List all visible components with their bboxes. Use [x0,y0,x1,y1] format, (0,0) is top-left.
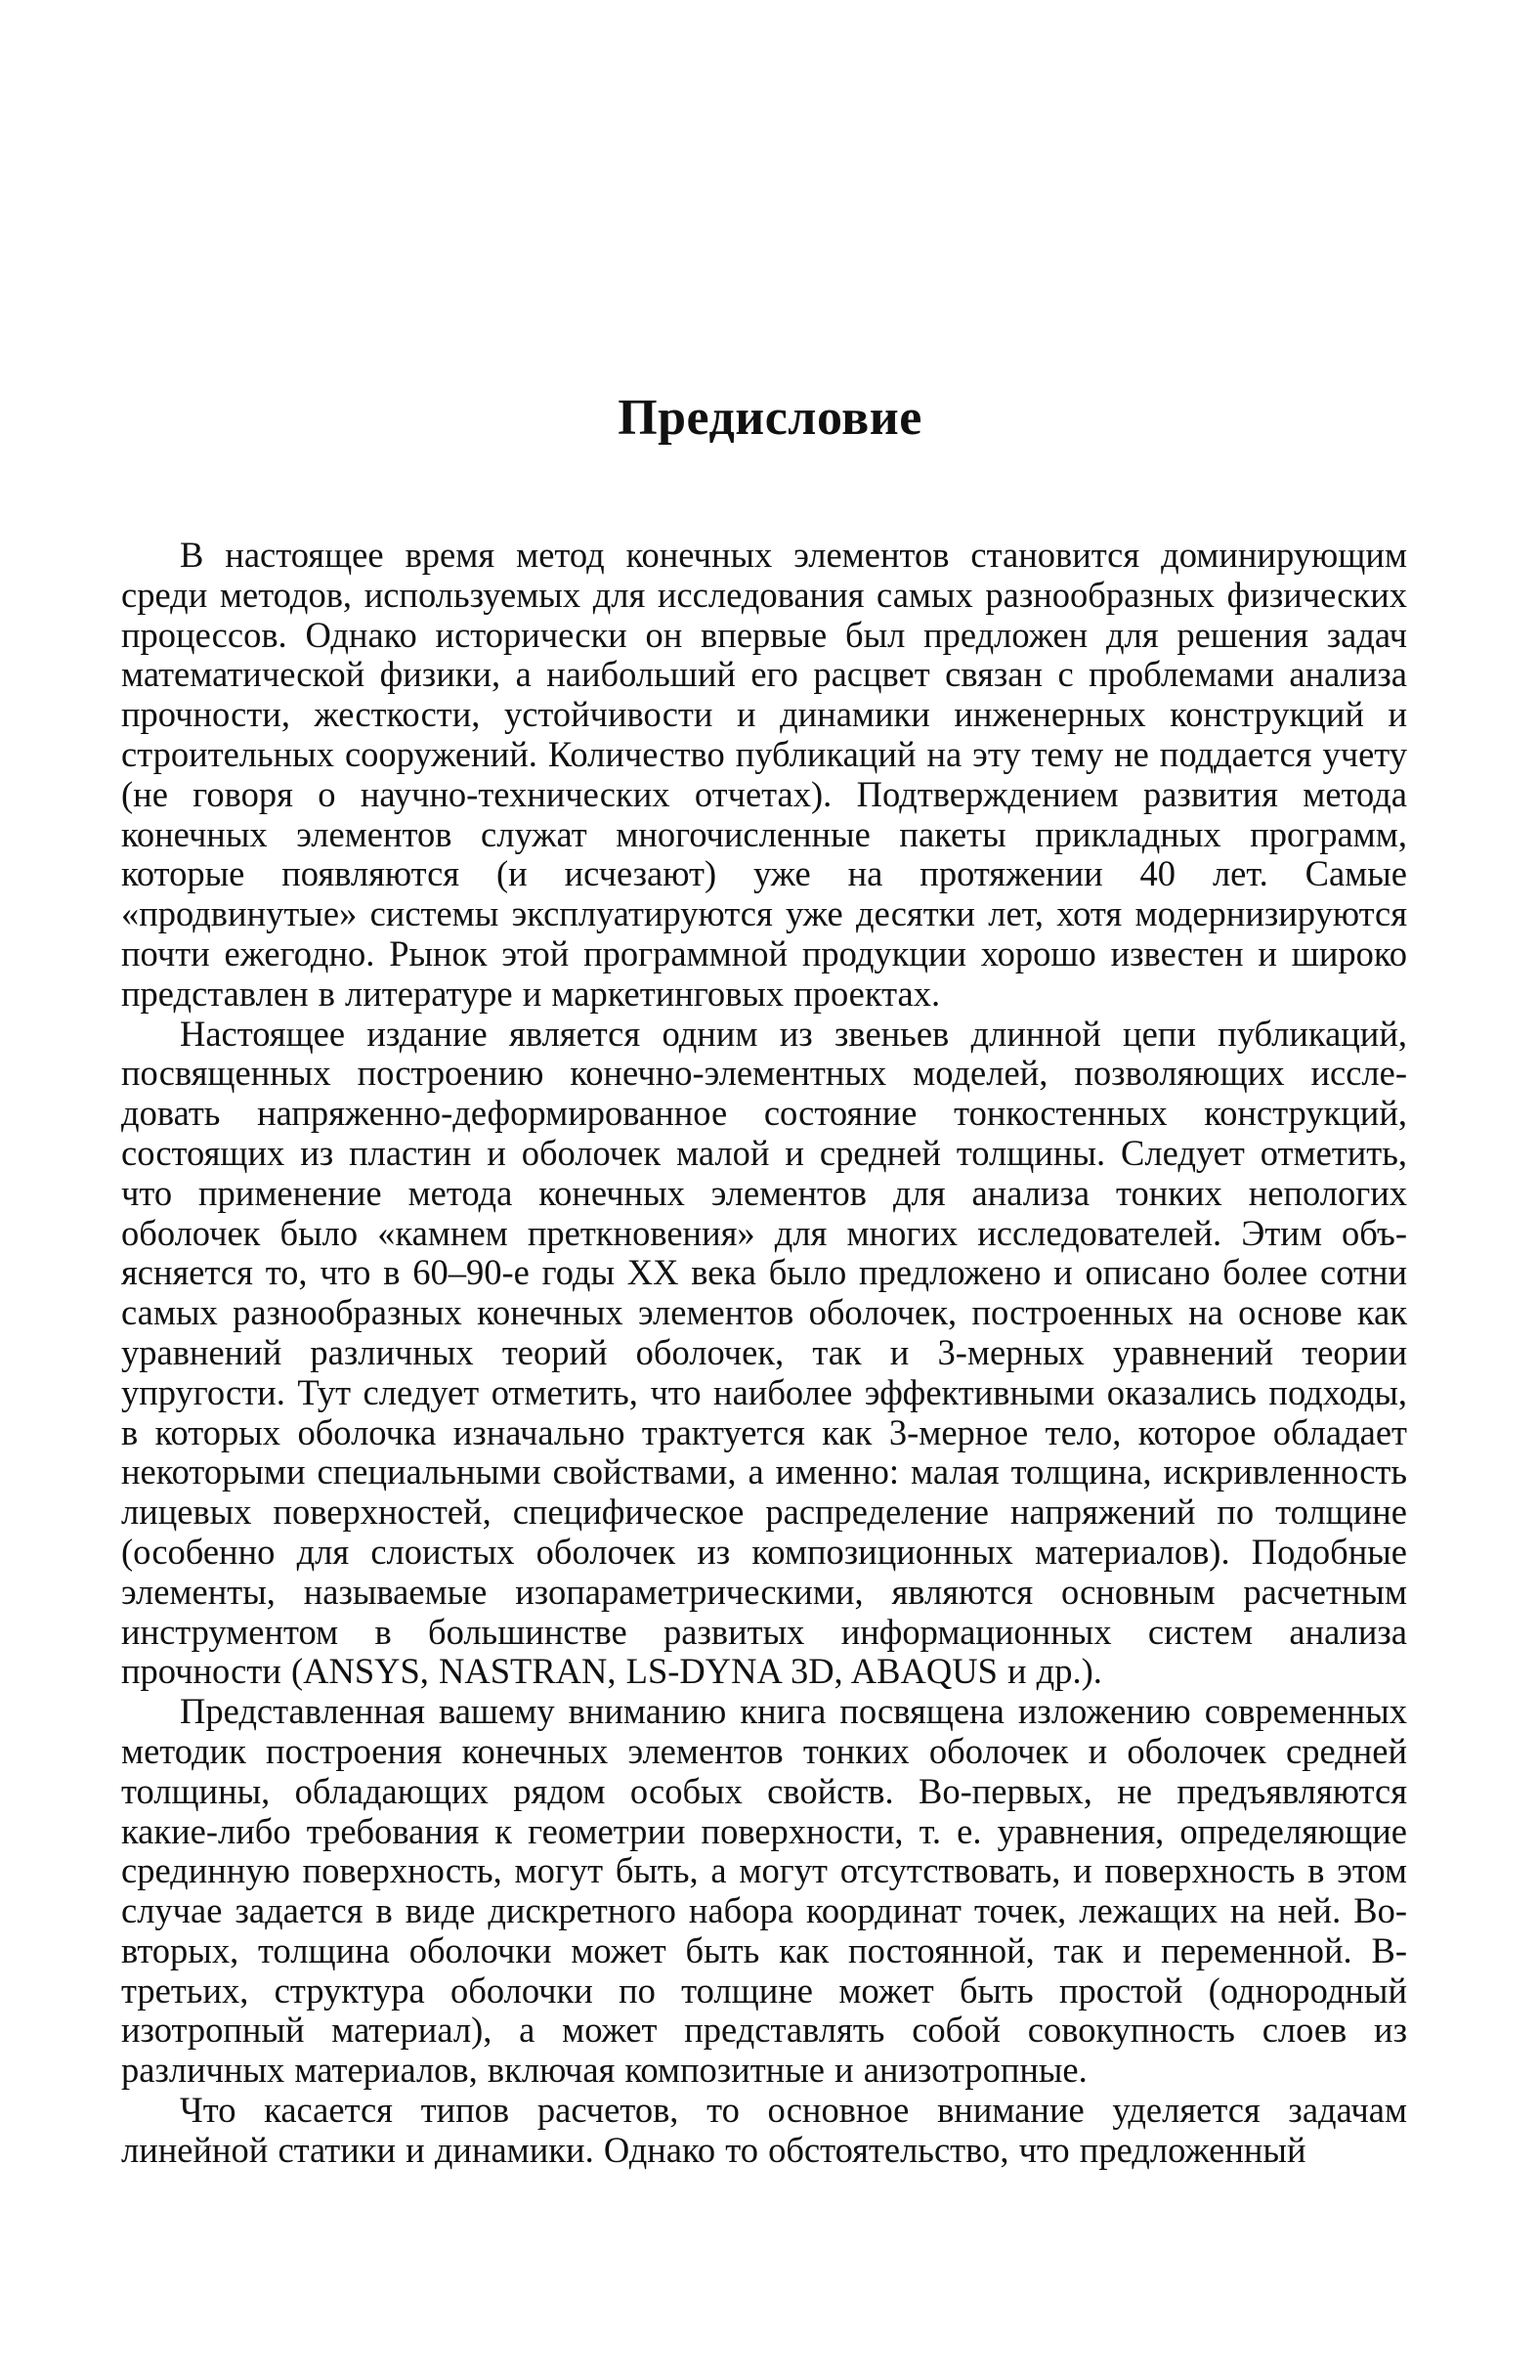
paragraph-3: Представленная вашему вниманию книга посвящена изложению современных методик построения конечных элементов тонких оболочек и оболочек средней толщины, обладающих рядом особых свойств. Во-первых, не предъявляются какие-либо требования к геометрии поверхности, т. е. уравнения, определяющие срединную поверхность, могут быть, а могут отсутствовать, и поверхность в этом случае задается в виде дискретного набора координат точек, лежащих на ней. Во-вторых, толщина оболочки может быть как постоянной, так и переменной. В-третьих, структура оболочки по толщине может быть простой (однородный изотропный материал), а может представлять собой совокупность слоев из различных материалов, включая композитные и анизотропные. [121,1691,1407,2091]
body-text [121,536,1407,2171]
paragraph-1: В настоящее время метод конечных элементов становится доминирующим среди методов, используемых для исследования самых разнообразных физических процессов. Однако исторически он впервые был предложен для решения задач математической физики, а наибольший его расцвет связан с проблемами анализа прочности, жесткости, устойчивости и динамики инженерных конструкций и строительных сооружений. Количество публикаций на эту тему не поддается учету (не говоря о научно-технических отчетах). Подтверждением развития метода конечных элементов служат многочисленные пакеты прикладных программ, которые появляются (и исчезают) уже на протяжении 40 лет. Самые «продвинутые» системы эксплуатируются уже десятки лет, хотя модернизируются почти ежегодно. Рынок этой программной продукции хорошо известен и широко представлен в литературе и маркетинговых проектах. [121,535,1407,1014]
page-title: Предисловие [618,390,922,446]
paragraph-2: Настоящее издание является одним из звеньев длинной цепи публикаций, посвященных построению конечно-элементных моделей, позволяющих исследовать напряженно-деформированное состояние тонкостенных конструкций, состоящих из пластин и оболочек малой и средней толщины. Следует отметить, что применение метода конечных элементов для анализа тонких непологих оболочек было «камнем преткновения» для многих исследователей. Этим объясняется то, что в 60–90-е годы XX века было предложено и описано более сотни самых разнообразных конечных элементов оболочек, построенных на основе как уравнений различных теорий оболочек, так и 3-мерных уравнений теории упругости. Тут следует отметить, что наиболее эффективными оказались подходы, в которых оболочка изначально трактуется как 3-мерное тело, которое обладает некоторыми специальными свойствами, а именно: малая толщина, искривленность лицевых поверхностей, специфическое распределение напряжений по толщине (особенно для слоистых оболочек из композиционных материалов). Подобные элементы, называемые изопараметрическими, являются основным расчетным инструментом в большинстве развитых информационных систем анализа прочности (ANSYS, NASTRAN, LS-DYNA 3D, ABAQUS и др.). [121,1013,1407,1692]
paragraph-4: Что касается типов расчетов, то основное внимание уделяется задачам линейной статики и динамики. Однако то обстоятельство, что предложенный [121,2090,1407,2170]
